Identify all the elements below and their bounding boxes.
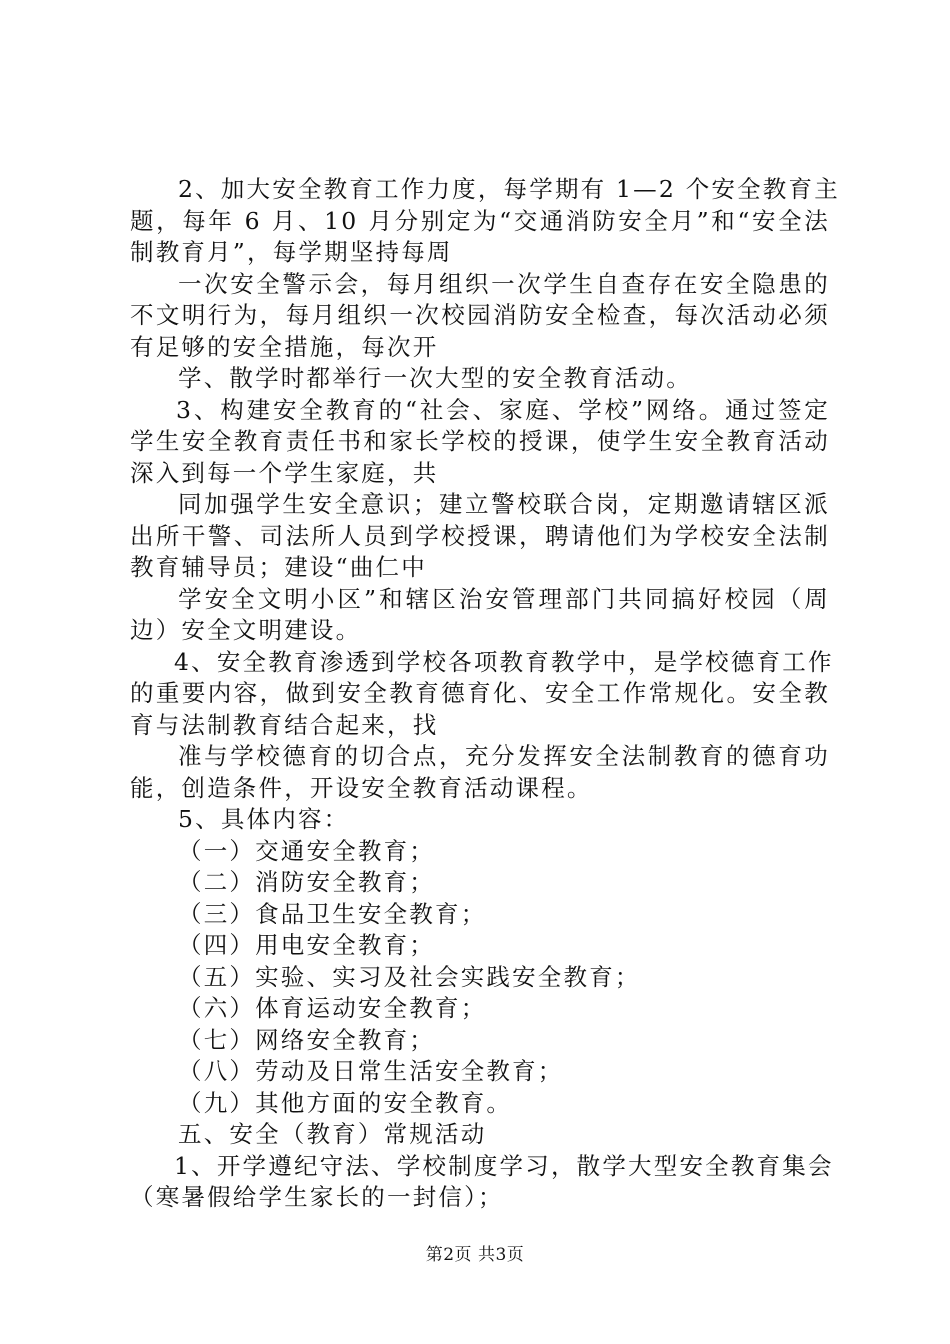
text-line: （寒暑假给学生家长的一封信）； — [130, 1183, 504, 1211]
list-item: （四）用电安全教育； — [178, 931, 435, 959]
text-line: 3、构建安全教育的“社会、家庭、学校”网络。通过签定 — [176, 395, 830, 424]
text-line: 不文明行为，每月组织一次校园消防安全检查，每次活动必须 — [130, 301, 830, 329]
text-line: 学生安全教育责任书和家长学校的授课，使学生安全教育活动 — [130, 427, 830, 455]
list-item: （一）交通安全教育； — [178, 836, 435, 865]
text-line: 学、散学时都举行一次大型的安全教育活动。 — [178, 364, 692, 392]
list-item: （五）实验、实习及社会实践安全教育； — [178, 962, 641, 991]
list-item: （九）其他方面的安全教育。 — [178, 1088, 513, 1117]
text-line: 育与法制教育结合起来，找 — [130, 710, 439, 739]
text-line: 一次安全警示会，每月组织一次学生自查存在安全隐患的 — [178, 269, 830, 298]
document-body — [130, 174, 840, 1214]
section-heading: 五、安全（教育）常规活动 — [178, 1120, 487, 1148]
text-line: 学安全文明小区”和辖区治安管理部门共同搞好校园（周 — [178, 584, 830, 613]
text-line: 题，每年 6 月、10 月分别定为“交通消防安全月”和“安全法 — [130, 206, 830, 235]
text-line: 4、安全教育渗透到学校各项教育教学中，是学校德育工作 — [174, 647, 834, 676]
list-item: （二）消防安全教育； — [178, 868, 435, 896]
text-line: 1、开学遵纪守法、学校制度学习，散学大型安全教育集会 — [174, 1151, 834, 1180]
text-line: 准与学校德育的切合点，充分发挥安全法制教育的德育功 — [178, 742, 830, 770]
text-line: 制教育月”，每学期坚持每周 — [130, 238, 453, 266]
list-item: （八）劳动及日常生活安全教育； — [178, 1057, 564, 1085]
text-line: 教育辅导员；建设“曲仁中 — [130, 553, 427, 581]
list-item: （七）网络安全教育； — [178, 1025, 435, 1054]
list-item: （六）体育运动安全教育； — [178, 994, 487, 1022]
text-line: 能，创造条件，开设安全教育活动课程。 — [130, 773, 593, 802]
text-line: 同加强学生安全意识；建立警校联合岗，定期邀请辖区派 — [178, 490, 830, 518]
page-number-footer: 第2页 共3页 — [425, 1245, 525, 1265]
text-line: 2、加大安全教育工作力度，每学期有 1—2 个安全教育主 — [178, 175, 840, 203]
text-line: 有足够的安全措施，每次开 — [130, 332, 439, 361]
list-item: （三）食品卫生安全教育； — [178, 899, 487, 928]
text-line: 5、具体内容： — [178, 805, 350, 833]
text-line: 深入到每一个学生家庭，共 — [130, 458, 439, 487]
text-line: 出所干警、司法所人员到学校授课，聘请他们为学校安全法制 — [130, 521, 830, 550]
text-line: 边）安全文明建设。 — [130, 616, 362, 644]
text-line: 的重要内容，做到安全教育德育化、安全工作常规化。安全教 — [130, 679, 830, 707]
